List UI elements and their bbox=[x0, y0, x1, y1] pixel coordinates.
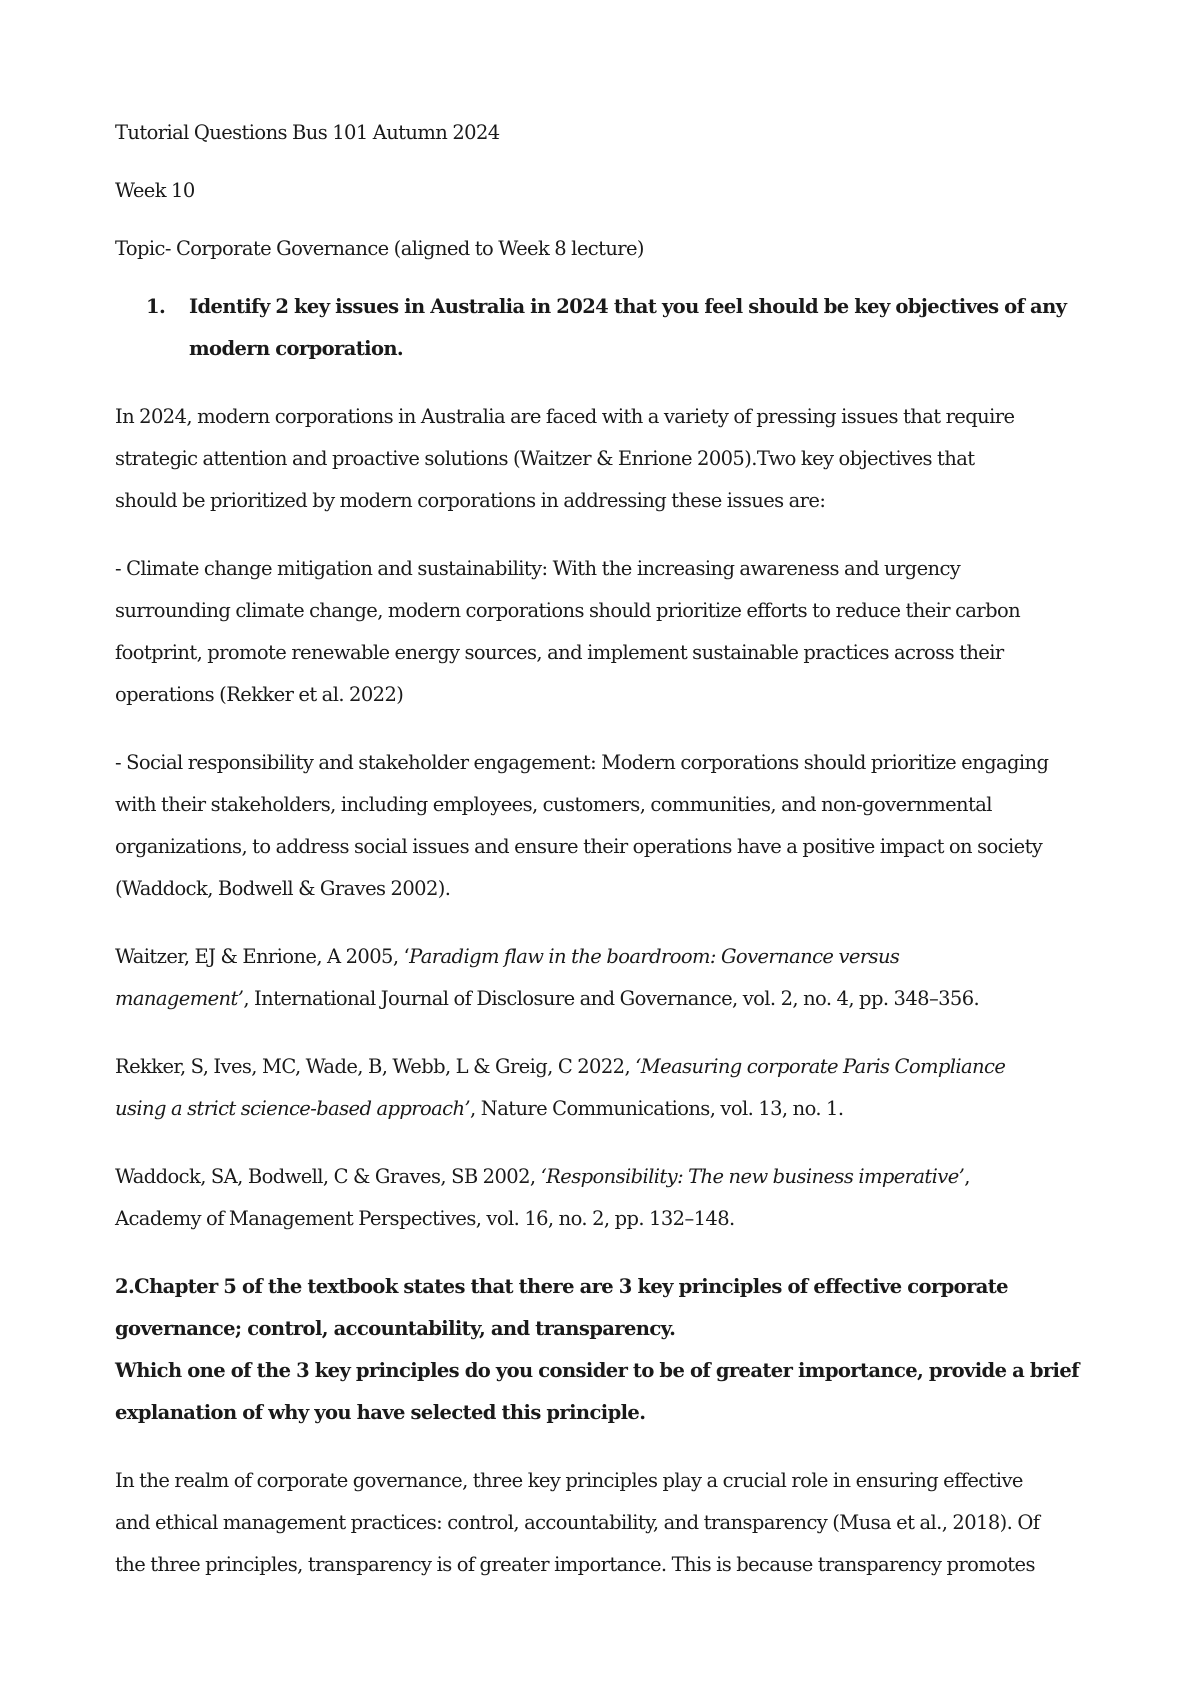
paragraph-line: (Waddock, Bodwell & Graves 2002). bbox=[115, 877, 451, 900]
reference-rekker bbox=[115, 1046, 1100, 1130]
paragraph-line: footprint, promote renewable energy sources, and implement sustainable practices across their bbox=[115, 641, 1004, 664]
topic-line: Topic- Corporate Governance (aligned to Week 8 lecture) bbox=[115, 237, 644, 260]
reference-waddock bbox=[115, 1156, 1100, 1240]
paragraph-line: In 2024, modern corporations in Australia are faced with a variety of pressing issues that require bbox=[115, 405, 1015, 428]
intro-paragraph bbox=[115, 396, 1100, 522]
question-2-line: governance; control, accountability, and transparency. bbox=[115, 1317, 676, 1340]
paragraph-line: surrounding climate change, modern corporations should prioritize efforts to reduce their carbon bbox=[115, 599, 1021, 622]
reference-title: ‘Measuring corporate Paris Compliance bbox=[635, 1055, 1006, 1078]
question-2-line: explanation of why you have selected this principle. bbox=[115, 1401, 646, 1424]
week-label: Week 10 bbox=[115, 179, 195, 202]
question-2-line: 2.Chapter 5 of the textbook states that there are 3 key principles of effective corporate bbox=[115, 1275, 1008, 1298]
question-1-line: modern corporation. bbox=[189, 337, 404, 360]
climate-bullet bbox=[115, 548, 1100, 716]
question-2-line: Which one of the 3 key principles do you consider to be of greater importance, provide a brief bbox=[115, 1359, 1079, 1382]
reference-text: Academy of Management Perspectives, vol. 16, no. 2, pp. 132–148. bbox=[115, 1207, 735, 1230]
paragraph-line: strategic attention and proactive solutions (Waitzer & Enrione 2005).Two key objectives that bbox=[115, 447, 975, 470]
paragraph-line: - Social responsibility and stakeholder engagement: Modern corporations should prioritize engaging bbox=[115, 751, 1049, 774]
paragraph-line: organizations, to address social issues and ensure their operations have a positive impact on society bbox=[115, 835, 1043, 858]
paragraph-line: - Climate change mitigation and sustainability: With the increasing awareness and urgency bbox=[115, 557, 961, 580]
reference-title: management’ bbox=[115, 987, 244, 1010]
paragraph-line: with their stakeholders, including employees, customers, communities, and non-governmental bbox=[115, 793, 992, 816]
reference-waitzer bbox=[115, 936, 1100, 1020]
paragraph-line: should be prioritized by modern corporations in addressing these issues are: bbox=[115, 489, 826, 512]
reference-title: Paradigm flaw in the boardroom: Governance versus bbox=[409, 945, 900, 968]
paragraph-line: and ethical management practices: control, accountability, and transparency (Musa et al., 2018). Of bbox=[115, 1511, 1040, 1534]
document-page bbox=[115, 112, 1100, 1612]
paragraph-line: the three principles, transparency is of greater importance. This is because transparency promotes bbox=[115, 1553, 1035, 1576]
question-2 bbox=[115, 1266, 1100, 1434]
reference-text: , bbox=[964, 1165, 970, 1188]
reference-text: Waddock, SA, Bodwell, C & Graves, SB 2002, bbox=[115, 1165, 541, 1188]
reference-text: Rekker, S, Ives, MC, Wade, B, Webb, L & Greig, C 2022, bbox=[115, 1055, 636, 1078]
question-1 bbox=[115, 286, 1100, 370]
reference-text: , Nature Communications, vol. 13, no. 1. bbox=[470, 1097, 844, 1120]
answer-2-paragraph bbox=[115, 1460, 1100, 1586]
reference-title: using a strict science-based approach’ bbox=[115, 1097, 471, 1120]
question-1-number: 1. bbox=[146, 295, 166, 318]
paragraph-line: In the realm of corporate governance, three key principles play a crucial role in ensuring effective bbox=[115, 1469, 1023, 1492]
question-1-line: Identify 2 key issues in Australia in 2024 that you feel should be key objectives of any bbox=[189, 295, 1067, 318]
reference-text: Waitzer, EJ & Enrione, A 2005, ‘ bbox=[115, 945, 410, 968]
paragraph-line: operations (Rekker et al. 2022) bbox=[115, 683, 404, 706]
social-bullet bbox=[115, 742, 1100, 910]
reference-title: ‘Responsibility: The new business imperative’ bbox=[540, 1165, 965, 1188]
document-title: Tutorial Questions Bus 101 Autumn 2024 bbox=[115, 121, 500, 144]
reference-text: , International Journal of Disclosure and Governance, vol. 2, no. 4, pp. 348–356. bbox=[243, 987, 980, 1010]
